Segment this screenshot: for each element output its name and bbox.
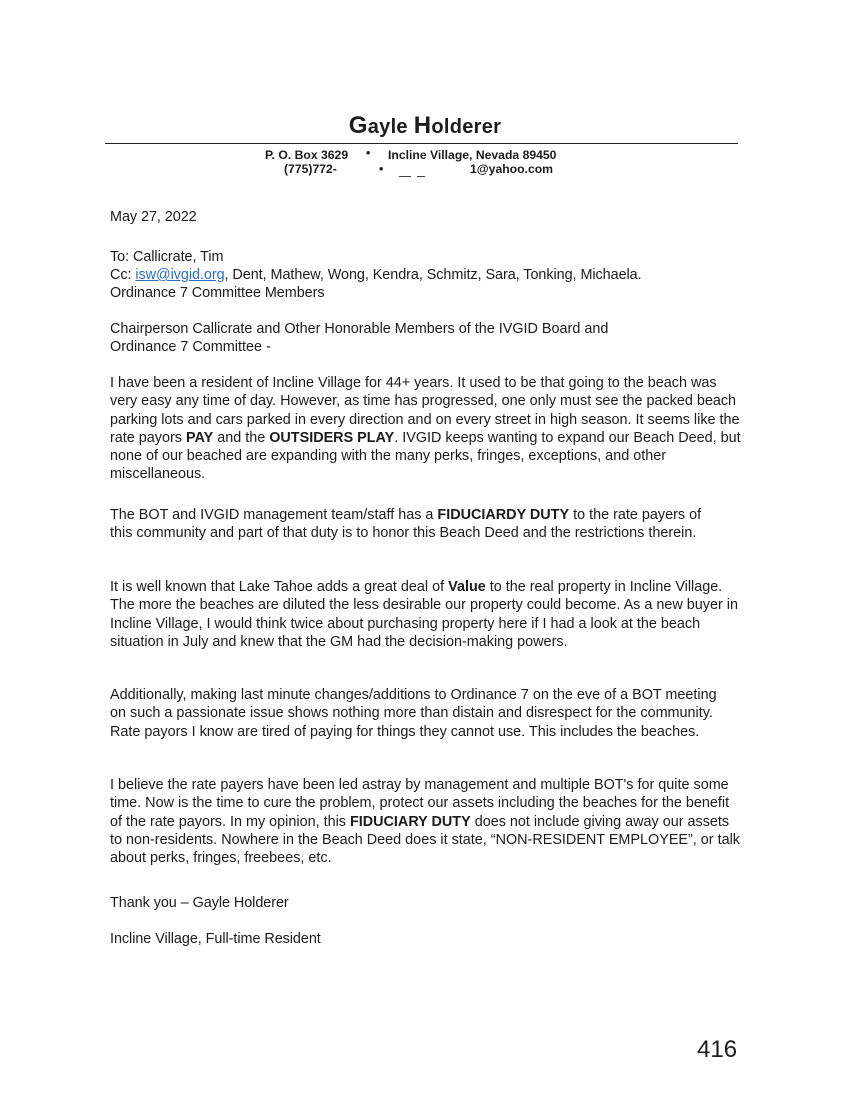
cc-prefix: Cc: <box>110 267 136 283</box>
emphasis-fiduciardy-duty: FIDUCIARDY DUTY <box>437 507 570 523</box>
letterhead-email: 1@yahoo.com <box>470 162 553 176</box>
paragraph-4: Additionally, making last minute changes/additions to Ordinance 7 on the eve of a BOT meeting on such a passionate issue shows nothing more than distain and disrespect for the community. Rate payors I know are tired of paying for things they cannot use. This includes the beaches. <box>110 687 717 740</box>
letterhead-bullet: • <box>366 146 371 160</box>
paragraph-2: The BOT and IVGID management team/staff has a FIDUCIARDY DUTY to the rate payers of this community and part of that duty is to honor this Beach Deed and the restrictions therein. <box>110 507 702 542</box>
emphasis-outsiders-play: OUTSIDERS PLAY <box>269 429 395 446</box>
name-first-initial: G <box>348 112 368 139</box>
to-line: To: Callicrate, Tim <box>110 249 224 265</box>
paragraph-1: I have been a resident of Incline Village for 44+ years. It used to be that going to the beach was very easy any time of day. However, as time has progressed, one only must see the packed beach parking lots and cars parked in every direction and on every street in high season. It seems like the rate payors PAY and the OUTSIDERS PLAY. IVGID keeps wanting to expand our Beach Deed, but none of our beached are expanding with the many perks, fringes, exceptions, and other miscellaneous. <box>110 375 741 483</box>
name-first-rest: ayle <box>367 116 414 138</box>
salutation: Chairperson Callicrate and Other Honorable Members of the IVGID Board and Ordinance 7 Committee - <box>110 321 609 356</box>
paragraph-3: It is well known that Lake Tahoe adds a great deal of Value to the real property in Incline Village. The more the beaches are diluted the less desirable our property could become. As a new buyer in Incline Village, I would think twice about purchasing property here if I had a look at the beach situation in July and knew that the GM had the decision-making powers. <box>110 579 738 650</box>
cc-recipients: , Dent, Mathew, Wong, Kendra, Schmitz, Sara, Tonking, Michaela. <box>224 267 642 283</box>
letterhead-divider <box>105 143 738 144</box>
redaction-mark <box>399 176 411 177</box>
letterhead-name <box>0 112 850 140</box>
closing: Thank you – Gayle Holderer <box>110 895 289 911</box>
paragraph-5: I believe the rate payers have been led astray by management and multiple BOT's for quite some time. Now is the time to cure the problem, protect our assets including the beaches for the benefit of the rate payors. In my opinion, this FIDUCIARY DUTY does not include giving away our assets to non-residents. Nowhere in the Beach Deed does it state, “NON-RESIDENT EMPLOYEE”, or talk about perks, fringes, freebees, etc. <box>110 777 740 867</box>
committee-line: Ordinance 7 Committee Members <box>110 285 325 301</box>
letterhead-phone: (775)772- <box>284 162 337 176</box>
cc-email-link[interactable]: isw@ivgid.org <box>135 267 225 283</box>
letterhead-bullet-2: • <box>379 162 384 176</box>
emphasis-value: Value <box>448 579 486 595</box>
letterhead-address: P. O. Box 3629 <box>265 148 349 162</box>
signature-line: Incline Village, Full-time Resident <box>110 931 321 947</box>
page-number: 416 <box>697 1036 738 1063</box>
cc-line <box>110 267 642 283</box>
redaction-mark <box>417 176 425 177</box>
emphasis-pay: PAY <box>186 429 214 446</box>
emphasis-fiduciary-duty: FIDUCIARY DUTY <box>349 813 471 830</box>
name-last-rest: olderer <box>431 116 502 138</box>
letterhead-city: Incline Village, Nevada 89450 <box>388 148 557 162</box>
name-last-initial: H <box>413 112 432 139</box>
letter-date: May 27, 2022 <box>110 209 197 225</box>
